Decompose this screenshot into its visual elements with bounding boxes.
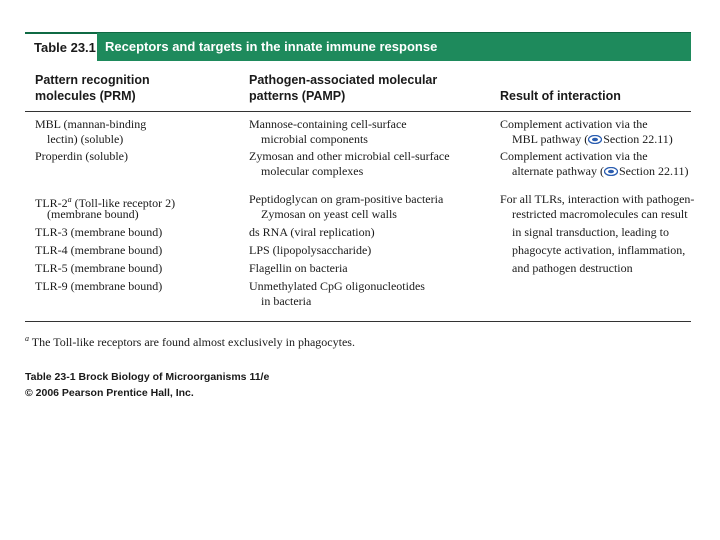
prm-tlr3: TLR-3 (membrane bound) [35,225,163,239]
result-alt-line1: Complement activation via the [500,149,648,163]
table-title: Receptors and targets in the innate immune response [105,39,438,54]
prm-tlr2-line2: (membrane bound) [47,207,139,221]
pamp-cpg-line1: Unmethylated CpG oligonucleotides [249,279,425,293]
prm-tlr2-line1: TLR-2$^a$ (Toll-like receptor 2) [35,195,176,210]
credit-line2: © 2006 Pearson Prentice Hall, Inc. [25,387,194,399]
prm-tlr4: TLR-4 (membrane bound) [35,243,163,257]
result-tlr-line1: For all TLRs, interaction with pathogen- [500,192,695,206]
section-reference-icon[interactable] [588,135,602,144]
result-tlr-line4: phagocyte activation, inflammation, [512,243,686,257]
header-pamp: Pathogen-associated molecular patterns (PAMP) [249,73,438,103]
header-prm: Pattern recognition molecules (PRM) [35,73,150,103]
pamp-flagellin: Flagellin on bacteria [249,261,348,275]
pamp-zymosan-line1: Zymosan and other microbial cell-surface [249,149,450,163]
pamp-mannose-line2: microbial components [261,132,368,146]
pamp-dsrna: ds RNA (viral replication) [249,225,375,239]
header-rule [25,111,691,112]
table-number: Table 23.1 [25,33,97,61]
result-mbl-line1: Complement activation via the [500,117,648,131]
credit-line1: Table 23-1 Brock Biology of Microorganisms 11/e [25,371,270,383]
result-tlr-line2: restricted macromolecules can result [512,207,688,221]
prm-tlr9: TLR-9 (membrane bound) [35,279,163,293]
pamp-peptidoglycan: Peptidoglycan on gram-positive bacteria [249,192,444,206]
result-alt-line2: alternate pathway ( Section 22.11) [512,164,689,178]
prm-mbl-line2: lectin) (soluble) [47,132,124,146]
footer-rule [25,321,691,322]
header-result: Result of interaction [500,89,621,103]
pamp-mannose-line1: Mannose-containing cell-surface [249,117,407,131]
prm-mbl-line1: MBL (mannan-binding [35,117,147,131]
prm-properdin: Properdin (soluble) [35,149,128,163]
result-tlr-line3: in signal transduction, leading to [512,225,669,239]
pamp-lps: LPS (lipopolysaccharide) [249,243,372,257]
section-reference-icon[interactable] [604,167,618,176]
footnote: $^a$ The Toll-like receptors are found almost exclusively in phagocytes. [25,334,355,349]
table-banner [25,32,691,61]
prm-tlr5: TLR-5 (membrane bound) [35,261,163,275]
pamp-zymosan-line2: molecular complexes [261,164,364,178]
result-tlr-line5: and pathogen destruction [512,261,633,275]
pamp-cpg-line2: in bacteria [261,294,312,308]
pamp-zymosan-yeast: Zymosan on yeast cell walls [261,207,397,221]
result-mbl-line2: MBL pathway ( Section 22.11) [512,132,673,146]
